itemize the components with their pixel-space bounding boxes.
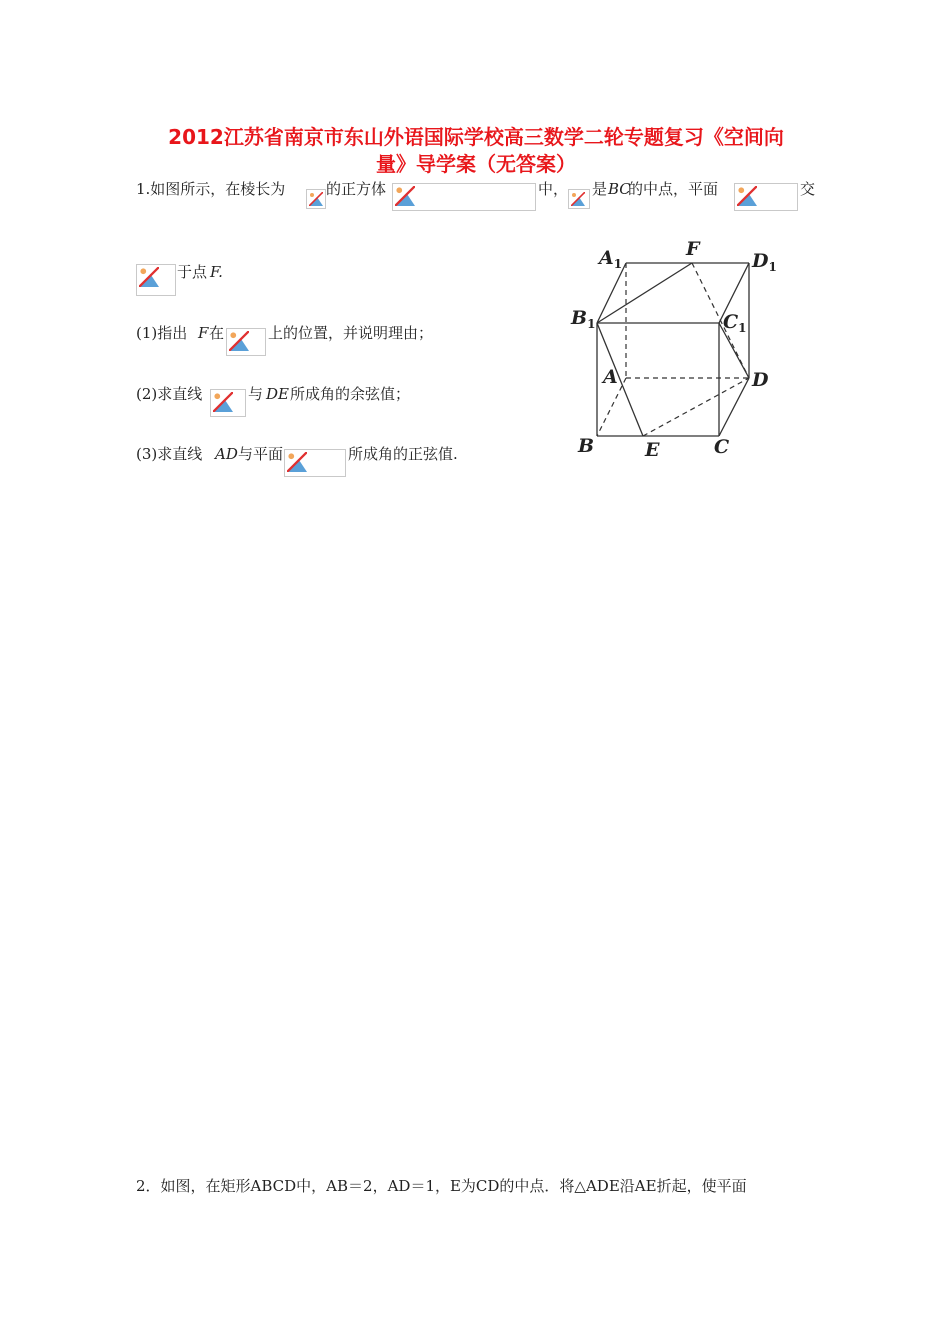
q1-sub2-a: (2)求直线: [136, 385, 203, 403]
document-title: [120, 124, 832, 178]
label-b: B: [578, 435, 595, 457]
title-line-2: 量》导学案（无答案）: [376, 152, 576, 176]
image-placeholder-icon: [226, 328, 266, 356]
q1-text-2: 的正方体: [326, 180, 387, 198]
image-placeholder-icon: [210, 389, 246, 417]
q1-sub2-d: 所成角的余弦值；: [290, 385, 411, 403]
image-placeholder-icon: [306, 189, 326, 209]
image-placeholder-icon: [568, 189, 590, 209]
q1-text-5: BC: [608, 180, 631, 198]
image-placeholder-icon: [734, 183, 798, 211]
label-f: F: [686, 238, 700, 260]
q1-sub3-d: 所成角的正弦值.: [348, 445, 458, 463]
q1-text-3: 中，: [538, 180, 569, 198]
prism-figure: [565, 238, 795, 468]
label-d: D: [752, 369, 769, 391]
label-e: E: [645, 439, 660, 461]
image-placeholder-icon: [136, 264, 176, 296]
q1-text-8: 于点: [177, 263, 208, 281]
q1-sub1-b: F: [198, 324, 209, 342]
q1-sub2-b: 与: [248, 385, 264, 403]
label-d1: $D_1$: [752, 250, 777, 274]
label-c: C: [714, 436, 730, 458]
label-c1: $C_1$: [723, 311, 747, 335]
label-a1: $A_1$: [599, 247, 623, 271]
title-line-1: 2012江苏省南京市东山外语国际学校高三数学二轮专题复习《空间向: [168, 125, 784, 149]
q1-sub3-a: (3)求直线: [136, 445, 203, 463]
label-a: A: [603, 366, 618, 388]
q1-sub1-d: 上的位置，并说明理由；: [268, 324, 434, 342]
q1-text-6: 的中点，平面: [628, 180, 719, 198]
q1-text-9: F.: [210, 263, 223, 281]
q1-sub2-c: DE: [266, 385, 289, 403]
q1-sub1-c: 在: [209, 324, 225, 342]
hidden-edge-e-d: [643, 378, 749, 436]
image-placeholder-icon: [392, 183, 536, 211]
q1-sub3-c: 与平面: [238, 445, 284, 463]
q1-sub3-b: AD: [215, 445, 238, 463]
q1-text-7: 交: [800, 180, 816, 198]
q1-text-1: 1.如图所示，在棱长为: [136, 180, 286, 198]
label-b1: $B_1$: [571, 307, 596, 331]
q1-text-4: 是: [592, 180, 608, 198]
q2-text: 2．如图，在矩形ABCD中，AB＝2，AD＝1，E为CD的中点．将△ADE沿AE折起，使平面: [136, 1177, 747, 1195]
q1-sub1-a: (1)指出: [136, 324, 188, 342]
image-placeholder-icon: [284, 449, 346, 477]
